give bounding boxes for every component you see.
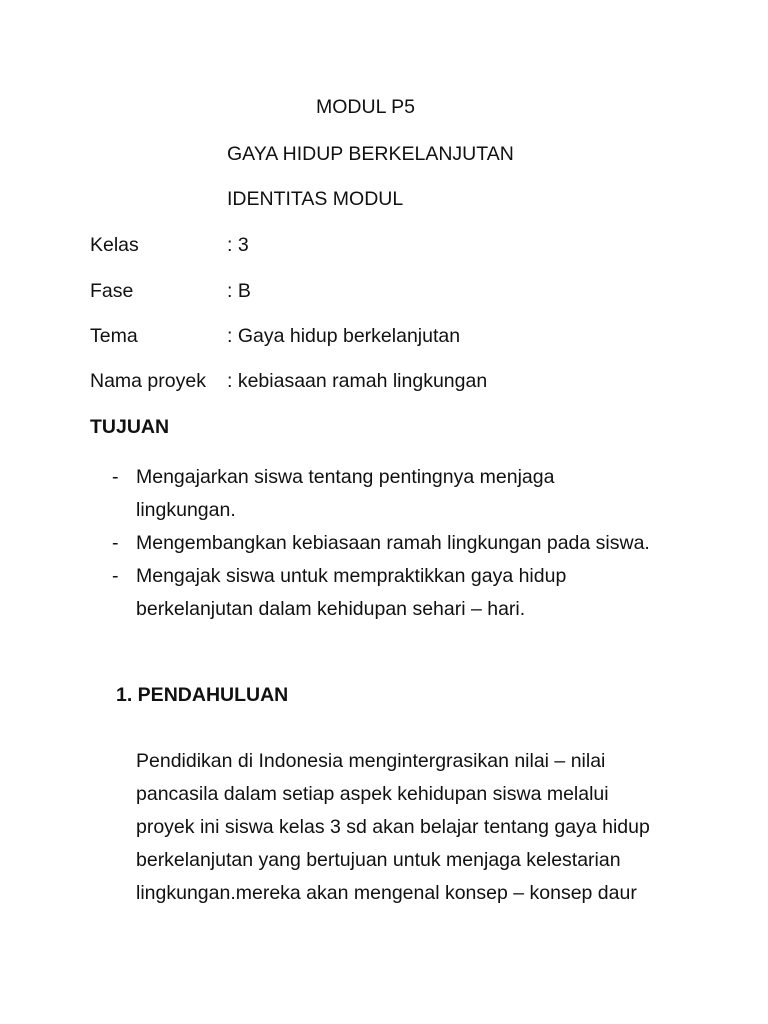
- field-label-kelas: Kelas: [90, 234, 139, 256]
- paragraph-line: pancasila dalam setiap aspek kehidupan siswa melalui: [136, 783, 609, 805]
- field-value-tema: : Gaya hidup berkelanjutan: [227, 325, 461, 347]
- paragraph-line: berkelanjutan yang bertujuan untuk menjaga kelestarian: [136, 849, 621, 871]
- pendahuluan-paragraph: [136, 745, 696, 910]
- field-label-tema: Tema: [90, 325, 138, 347]
- field-label-fase: Fase: [90, 280, 134, 302]
- paragraph-line: Pendidikan di Indonesia mengintergrasikan nilai – nilai: [136, 750, 606, 772]
- tujuan-heading: TUJUAN: [90, 416, 170, 438]
- tujuan-item-3-line-1: Mengajak siswa untuk mempraktikkan gaya hidup: [136, 565, 567, 587]
- bullet-dash: -: [112, 532, 119, 554]
- tujuan-item-3-line-2: berkelanjutan dalam kehidupan sehari – hari.: [136, 598, 526, 620]
- field-value-nama-proyek: : kebiasaan ramah lingkungan: [227, 370, 488, 392]
- field-value-kelas: : 3: [227, 234, 249, 256]
- tujuan-item-2-line-1: Mengembangkan kebiasaan ramah lingkungan pada siswa.: [136, 532, 650, 554]
- field-label-nama-proyek: Nama proyek: [90, 370, 206, 392]
- bullet-dash: -: [112, 565, 119, 587]
- tujuan-item-2: [112, 527, 712, 560]
- tujuan-item-1-line-2: lingkungan.: [136, 499, 236, 521]
- paragraph-line: lingkungan.mereka akan mengenal konsep – konsep daur: [136, 882, 637, 904]
- bullet-dash: -: [112, 466, 119, 488]
- paragraph-line: proyek ini siswa kelas 3 sd akan belajar tentang gaya hidup: [136, 816, 650, 838]
- tujuan-item-3: [112, 560, 712, 626]
- pendahuluan-heading: 1. PENDAHULUAN: [116, 684, 289, 706]
- module-title: MODUL P5: [316, 96, 415, 118]
- tujuan-item-1: [112, 461, 712, 527]
- identity-section-title: IDENTITAS MODUL: [227, 188, 404, 210]
- field-value-fase: : B: [227, 280, 251, 302]
- module-subtitle: GAYA HIDUP BERKELANJUTAN: [227, 143, 514, 165]
- tujuan-item-1-line-1: Mengajarkan siswa tentang pentingnya menjaga: [136, 466, 555, 488]
- tujuan-list: [112, 461, 712, 626]
